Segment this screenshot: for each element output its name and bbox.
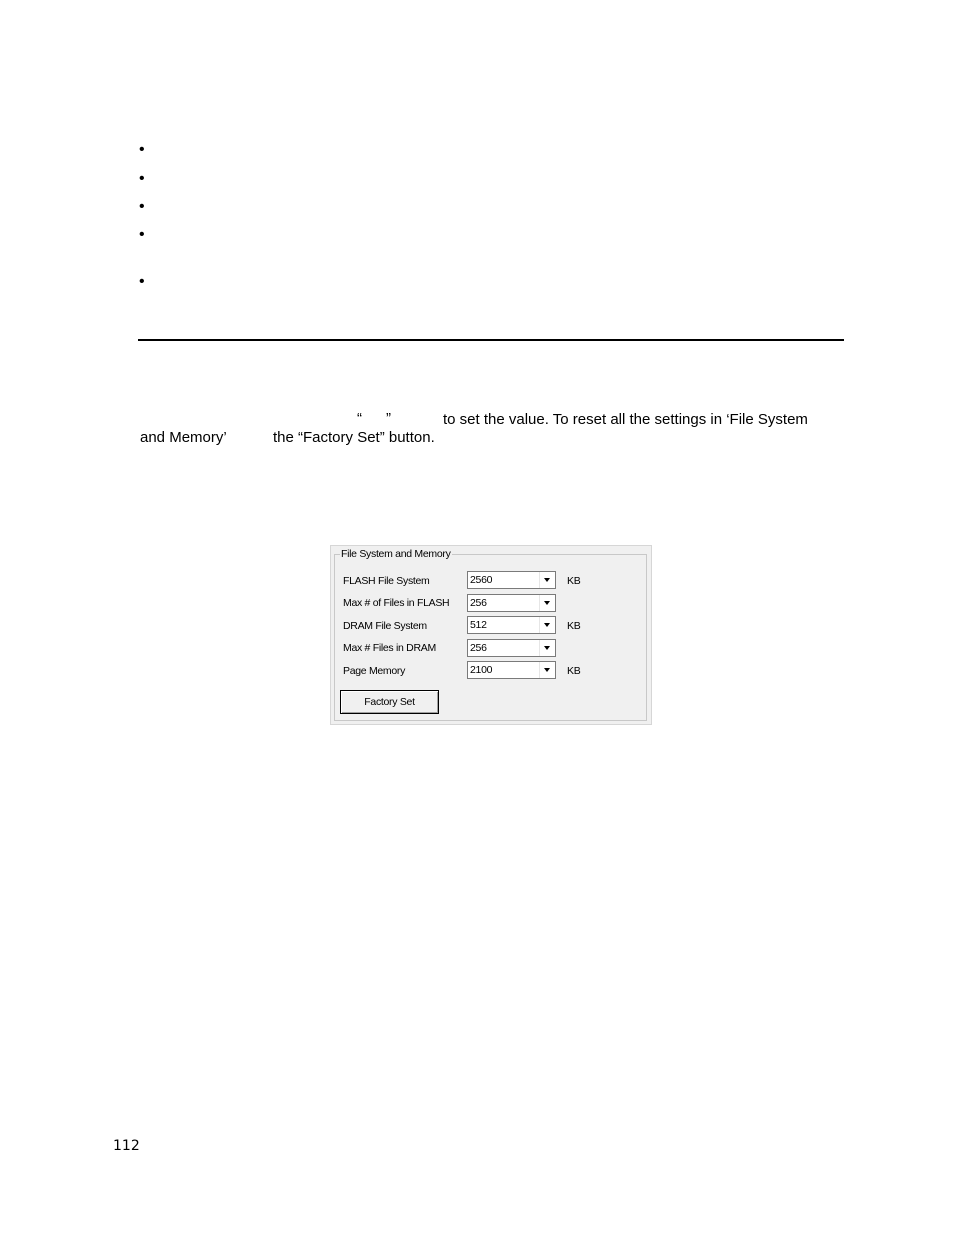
- bullet-marker: •: [139, 170, 145, 187]
- chevron-down-icon: [544, 601, 550, 605]
- page-memory-unit: KB: [567, 665, 581, 677]
- paragraph-close-quote: ”: [386, 410, 391, 427]
- max-files-dram-select[interactable]: [467, 639, 556, 657]
- bullet-marker: •: [139, 198, 145, 215]
- paragraph-open-quote: “: [357, 410, 362, 427]
- dropdown-button[interactable]: [539, 662, 555, 678]
- bullet-marker: •: [139, 141, 145, 158]
- dram-file-system-value: 512: [470, 619, 487, 631]
- dram-file-system-select[interactable]: [467, 616, 556, 634]
- paragraph-line2-start: and Memory’: [140, 429, 227, 446]
- section-divider: [138, 339, 844, 341]
- flash-file-system-label: FLASH File System: [343, 575, 430, 587]
- dropdown-button[interactable]: [539, 617, 555, 633]
- max-files-flash-label: Max # of Files in FLASH: [343, 597, 450, 609]
- factory-set-button[interactable]: Factory Set: [340, 690, 439, 714]
- page-number: 112: [113, 1138, 140, 1154]
- file-system-memory-dialog: [330, 545, 652, 725]
- chevron-down-icon: [544, 578, 550, 582]
- page-memory-label: Page Memory: [343, 665, 406, 677]
- page-memory-value: 2100: [470, 664, 493, 676]
- chevron-down-icon: [544, 646, 550, 650]
- bullet-marker: •: [139, 226, 145, 243]
- max-files-flash-select[interactable]: [467, 594, 556, 612]
- flash-file-system-unit: KB: [567, 575, 581, 587]
- max-files-dram-value: 256: [470, 642, 487, 654]
- paragraph-line1: to set the value. To reset all the settings in ‘File System: [443, 411, 808, 428]
- max-files-flash-value: 256: [470, 597, 487, 609]
- max-files-dram-label: Max # Files in DRAM: [343, 642, 436, 654]
- dropdown-button[interactable]: [539, 572, 555, 588]
- dropdown-button[interactable]: [539, 595, 555, 611]
- chevron-down-icon: [544, 668, 550, 672]
- flash-file-system-select[interactable]: [467, 571, 556, 589]
- dram-file-system-unit: KB: [567, 620, 581, 632]
- group-title: File System and Memory: [341, 548, 451, 560]
- dropdown-button[interactable]: [539, 640, 555, 656]
- paragraph-line2-tail: the “Factory Set” button.: [273, 429, 435, 446]
- chevron-down-icon: [544, 623, 550, 627]
- dram-file-system-label: DRAM File System: [343, 620, 427, 632]
- page-memory-select[interactable]: [467, 661, 556, 679]
- flash-file-system-value: 2560: [470, 574, 493, 586]
- bullet-marker: •: [139, 273, 145, 290]
